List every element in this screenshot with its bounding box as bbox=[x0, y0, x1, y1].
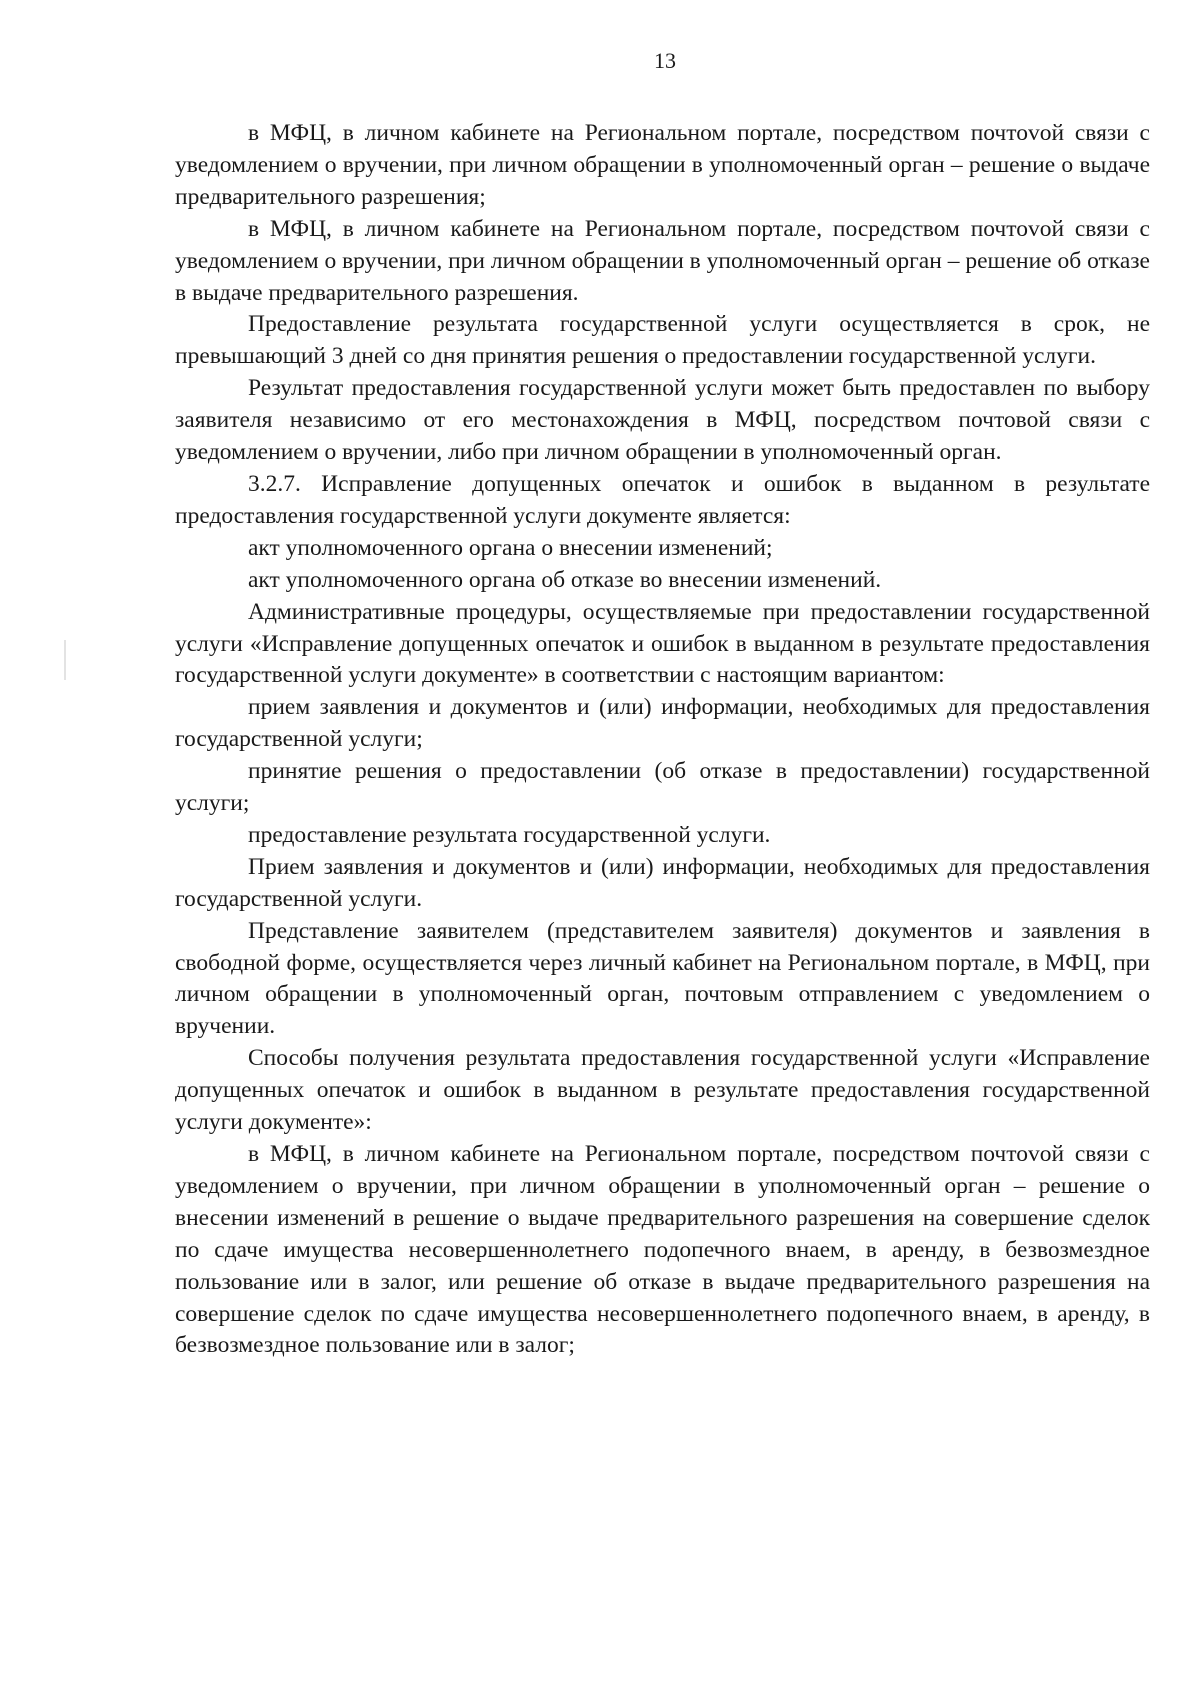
paragraph-act-refusal: акт уполномоченного органа об отказе во внесении изменений. bbox=[248, 566, 882, 593]
paragraph-result-methods: Способы получения результата предоставления государственной услуги «Исправление допущенных опечаток и ошибок в выданном в результате предоставления государственной услуги документе»: bbox=[175, 1045, 1150, 1136]
paragraph-reception-heading: Прием заявления и документов и (или) информации, необходимых для предоставления государственной услуги. bbox=[175, 853, 1150, 912]
paragraph-delivery-choice: Результат предоставления государственной услуги может быть предоставлен по выбору заявителя независимо от его местонахождения в МФЦ, посредством почтовой связи с уведомлением о вручении, либо при личном обращении в уполномоченный орган. bbox=[175, 375, 1150, 466]
document-body bbox=[175, 118, 1150, 1362]
paragraph-section-3-2-7: 3.2.7. Исправление допущенных опечаток и ошибок в выданном в результате предоставления государственной услуги документе является: bbox=[175, 470, 1150, 529]
paragraph-act-amendment: акт уполномоченного органа о внесении изменений; bbox=[248, 534, 773, 561]
paragraph-result-delivery-refusal: в МФЦ, в личном кабинете на Региональном портале, посредством почтоvой связи с уведомлением о вручении, при личном обращении в уполномоченный орган – решение об отказе в выдаче предварительного разрешения. bbox=[175, 215, 1150, 306]
paragraph-procedure-result: предоставление результата государственной услуги. bbox=[248, 821, 771, 848]
paragraph-procedure-reception: прием заявления и документов и (или) информации, необходимых для предоставления государственной услуги; bbox=[175, 694, 1150, 753]
paragraph-admin-procedures: Административные процедуры, осуществляемые при предоставлении государственной услуги «Исправление допущенных опечаток и ошибок в выданном в результате предоставления государственной услуги документе» в соответствии с настоящим вариантом: bbox=[175, 598, 1150, 689]
paragraph-result-delivery-decision: в МФЦ, в личном кабинете на Региональном портале, посредством почтоvой связи с уведомлением о вручении, при личном обращении в уполномоченный орган – решение о выдаче предварительного разрешения; bbox=[175, 120, 1150, 210]
page-number: 13 bbox=[654, 48, 676, 73]
paragraph-result-amendment-decision: в МФЦ, в личном кабинете на Региональном портале, посредством почтоvой связи с уведомлением о вручении, при личном обращении в уполномоченный орган – решение о внесении изменений в решение о выдаче предварительного разрешения на совершение сделок по сдаче имущества несовершеннолетнего подопечного внаем, в аренду, в безвозмездное пользование или в залог, или решение об отказе в выдаче предварительного разрешения на совершение сделок по сдаче имущества несовершеннолетнего подопечного внаем, в аренду, в безвозмездное пользование или в залог; bbox=[175, 1141, 1150, 1359]
paragraph-submission-methods: Представление заявителем (представителем заявителя) документов и заявления в свободной форме, осуществляется через личный кабинет на Региональном портале, в МФЦ, при личном обращении в уполномоченный орган, почтовым отправлением с уведомлением о вручении. bbox=[175, 917, 1150, 1040]
paragraph-delivery-deadline: Предоставление результата государственной услуги осуществляется в срок, не превышающий 3 дней со дня принятия решения о предоставлении государственной услуги. bbox=[175, 311, 1150, 370]
paragraph-procedure-decision: принятие решения о предоставлении (об отказе в предоставлении) государственной услуги; bbox=[175, 758, 1150, 817]
scan-artifact bbox=[64, 640, 66, 680]
